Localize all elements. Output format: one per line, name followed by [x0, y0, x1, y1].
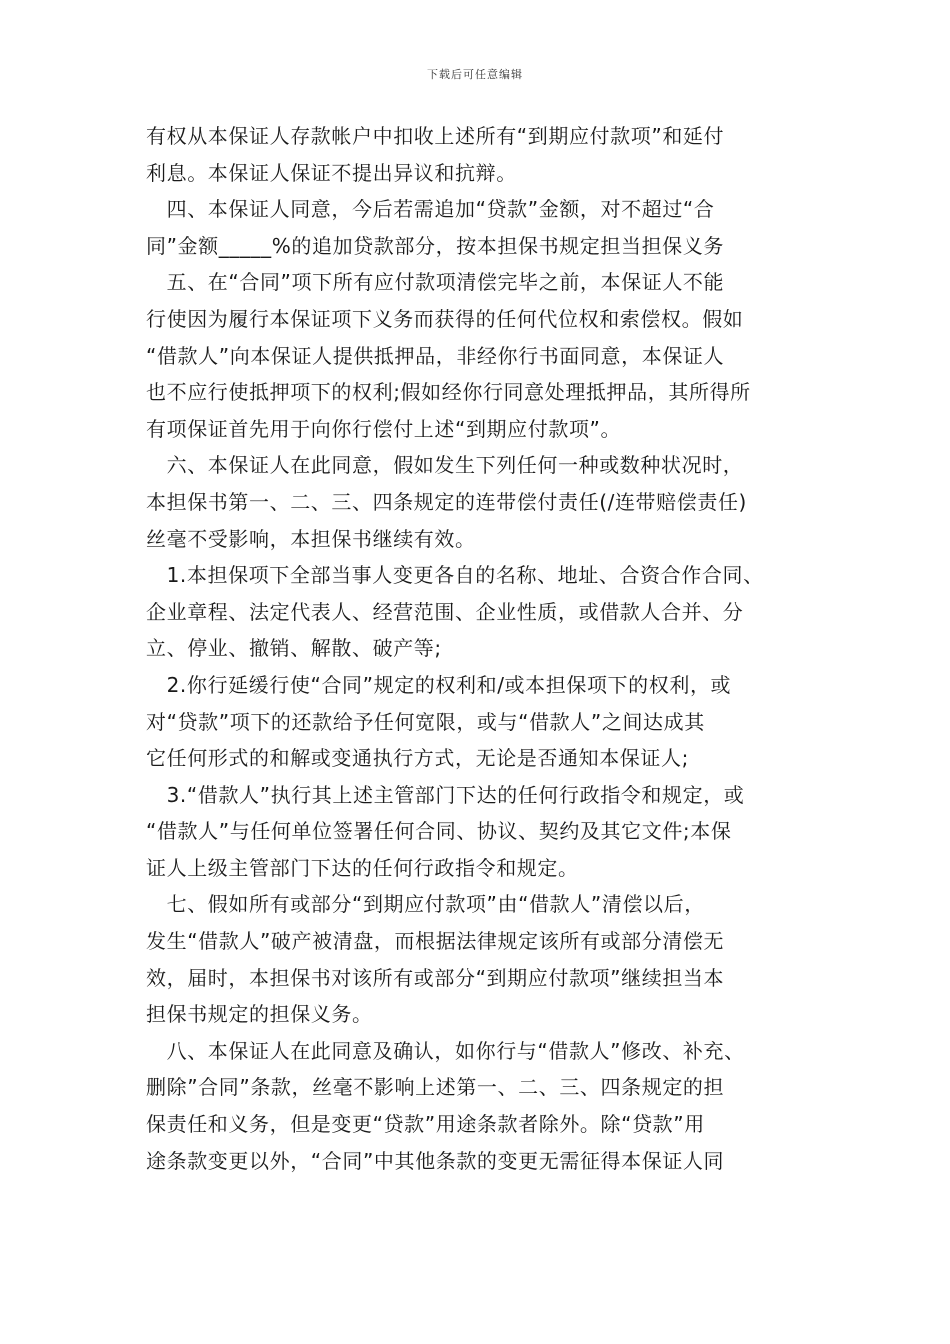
- paragraph-item-2: [146, 667, 816, 777]
- text-line: 有项保证首先用于向你行偿付上述“到期应付款项”。: [146, 416, 622, 441]
- text-line: 利息。本保证人保证不提出异议和抗辩。: [146, 160, 517, 185]
- text-line: 删除”合同”条款，丝毫不影响上述第一、二、三、四条规定的担: [146, 1075, 725, 1100]
- text-line: 本担保书第一、二、三、四条规定的连带偿付责任(/连带赔偿责任): [146, 489, 747, 514]
- text-line: 保责任和义务，但是变更“贷款”用途条款者除外。除“贷款”用: [146, 1112, 705, 1137]
- text-line: 丝毫不受影响，本担保书继续有效。: [146, 526, 476, 551]
- text-line: 效，届时，本担保书对该所有或部分“到期应付款项”继续担当本: [146, 965, 725, 990]
- text-line: “借款人”向本保证人提供抵押品，非经你行书面同意，本保证人: [146, 343, 725, 368]
- text-line: 企业章程、法定代表人、经营范围、企业性质，或借款人合并、分: [146, 599, 744, 624]
- text-line: 五、在“合同”项下所有应付款项清偿完毕之前，本保证人不能: [146, 270, 725, 295]
- paragraph-continuation: [146, 118, 816, 191]
- text-line: 2.你行延缓行使“合同”规定的权利和/或本担保项下的权利，或: [146, 672, 732, 697]
- text-line: 四、本保证人同意，今后若需追加“贷款”金额，对不超过“合: [146, 197, 715, 222]
- text-line: 同”金额_____%的追加贷款部分，按本担保书规定担当担保义务: [146, 233, 724, 258]
- text-line: 行使因为履行本保证项下义务而获得的任何代位权和索偿权。假如: [146, 306, 744, 331]
- text-line: 七、假如所有或部分“到期应付款项”由“借款人”清偿以后，: [146, 892, 705, 917]
- text-line: 对“贷款”项下的还款给予任何宽限，或与“借款人”之间达成其: [146, 709, 705, 734]
- paragraph-clause-6: [146, 447, 816, 557]
- header-note: 下载后可任意编辑: [427, 68, 523, 81]
- text-line: 也不应行使抵押项下的权利;假如经你行同意处理抵押品，其所得所: [146, 380, 751, 405]
- text-line: 3.“借款人”执行其上述主管部门下达的任何行政指令和规定，或: [146, 782, 745, 807]
- text-line: 六、本保证人在此同意，假如发生下列任何一种或数种状况时，: [146, 453, 744, 478]
- text-line: 发生“借款人”破产被清盘，而根据法律规定该所有或部分清偿无: [146, 929, 725, 954]
- paragraph-item-3: [146, 777, 816, 887]
- text-line: 证人上级主管部门下达的任何行政指令和规定。: [146, 855, 579, 880]
- paragraph-clause-5: [146, 264, 816, 447]
- paragraph-clause-4: [146, 191, 816, 264]
- text-line: 立、停业、撤销、解散、破产等;: [146, 636, 442, 661]
- paragraph-clause-7: [146, 886, 816, 1032]
- paragraph-item-1: [146, 557, 816, 667]
- text-line: 担保书规定的担保义务。: [146, 1002, 373, 1027]
- text-line: 八、本保证人在此同意及确认，如你行与“借款人”修改、补充、: [146, 1038, 745, 1063]
- text-line: “借款人”与任何单位签署任何合同、协议、契约及其它文件;本保: [146, 819, 732, 844]
- text-line: 1.本担保项下全部当事人变更各自的名称、地址、合资合作合同、: [146, 563, 764, 588]
- text-line: 途条款变更以外，“合同”中其他条款的变更无需征得本保证人同: [146, 1148, 725, 1173]
- text-line: 有权从本保证人存款帐户中扣收上述所有“到期应付款项”和延付: [146, 124, 725, 148]
- text-line: 它任何形式的和解或变通执行方式，无论是否通知本保证人;: [146, 746, 689, 771]
- paragraph-clause-8: [146, 1033, 816, 1179]
- document-body: [146, 118, 816, 1179]
